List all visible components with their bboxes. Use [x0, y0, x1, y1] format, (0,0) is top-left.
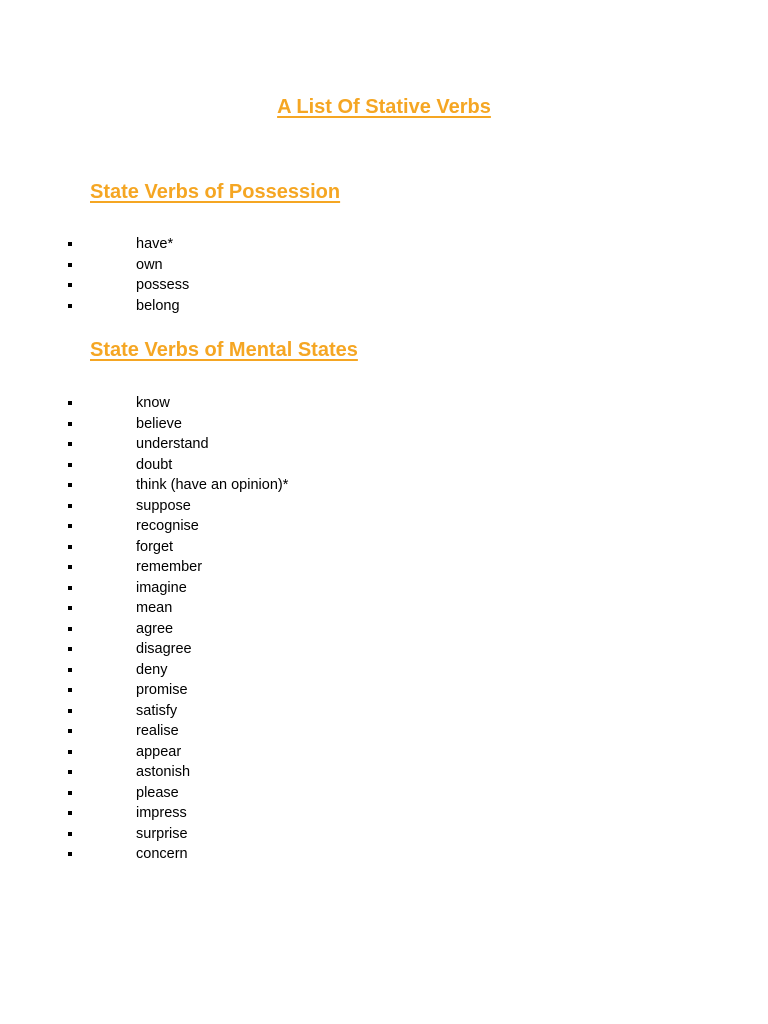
square-bullet-icon — [68, 283, 72, 287]
square-bullet-icon — [68, 688, 72, 692]
square-bullet-icon — [68, 242, 72, 246]
square-bullet-icon — [68, 401, 72, 405]
list-item-text: realise — [136, 723, 179, 739]
list-item-text: forget — [136, 538, 174, 555]
list-item-text: remember — [136, 559, 203, 575]
square-bullet-icon — [68, 304, 72, 308]
list-item-text: doubt — [136, 456, 173, 473]
list-item-text: agree — [136, 620, 174, 637]
list-item-text: satisfy — [136, 702, 178, 719]
square-bullet-icon — [68, 811, 72, 815]
square-bullet-icon — [68, 791, 72, 795]
list-item-text: disagree — [136, 641, 192, 657]
list-item-text: have* — [136, 236, 174, 252]
list-item-text: surprise — [136, 825, 188, 842]
square-bullet-icon — [68, 750, 72, 754]
square-bullet-icon — [68, 647, 72, 651]
square-bullet-icon — [68, 422, 72, 426]
square-bullet-icon — [68, 606, 72, 610]
list-item-text: possess — [136, 277, 190, 293]
list-item-text: astonish — [136, 764, 191, 780]
square-bullet-icon — [68, 565, 72, 569]
page-title: A List Of Stative Verbs — [277, 96, 491, 118]
list-item-text: imagine — [136, 579, 187, 596]
list-item-text: deny — [136, 661, 168, 678]
square-bullet-icon — [68, 627, 72, 631]
square-bullet-icon — [68, 524, 72, 528]
list-item-text: promise — [136, 682, 188, 698]
square-bullet-icon — [68, 709, 72, 713]
square-bullet-icon — [68, 545, 72, 549]
list-item-text: appear — [136, 743, 182, 760]
list-item-text: mean — [136, 600, 173, 616]
list-item-text: think (have an opinion)* — [136, 477, 289, 493]
list-item-text: understand — [136, 436, 209, 452]
square-bullet-icon — [68, 832, 72, 836]
square-bullet-icon — [68, 463, 72, 467]
list-item-text: concern — [136, 846, 188, 862]
list-item-text: please — [136, 784, 179, 801]
square-bullet-icon — [68, 263, 72, 267]
list-item-text: suppose — [136, 497, 191, 514]
square-bullet-icon — [68, 770, 72, 774]
list-item-text: impress — [136, 805, 187, 821]
list-item-text: own — [136, 256, 163, 273]
square-bullet-icon — [68, 442, 72, 446]
square-bullet-icon — [68, 504, 72, 508]
list-item-text: recognise — [136, 518, 199, 534]
list-item-text: know — [136, 395, 170, 411]
square-bullet-icon — [68, 483, 72, 487]
square-bullet-icon — [68, 729, 72, 733]
list-item-text: believe — [136, 415, 182, 432]
square-bullet-icon — [68, 586, 72, 590]
square-bullet-icon — [68, 852, 72, 856]
section-heading-mental-states: State Verbs of Mental States — [90, 339, 358, 361]
section-heading-possession: State Verbs of Possession — [90, 181, 341, 203]
list-item-text: belong — [136, 297, 180, 314]
square-bullet-icon — [68, 668, 72, 672]
